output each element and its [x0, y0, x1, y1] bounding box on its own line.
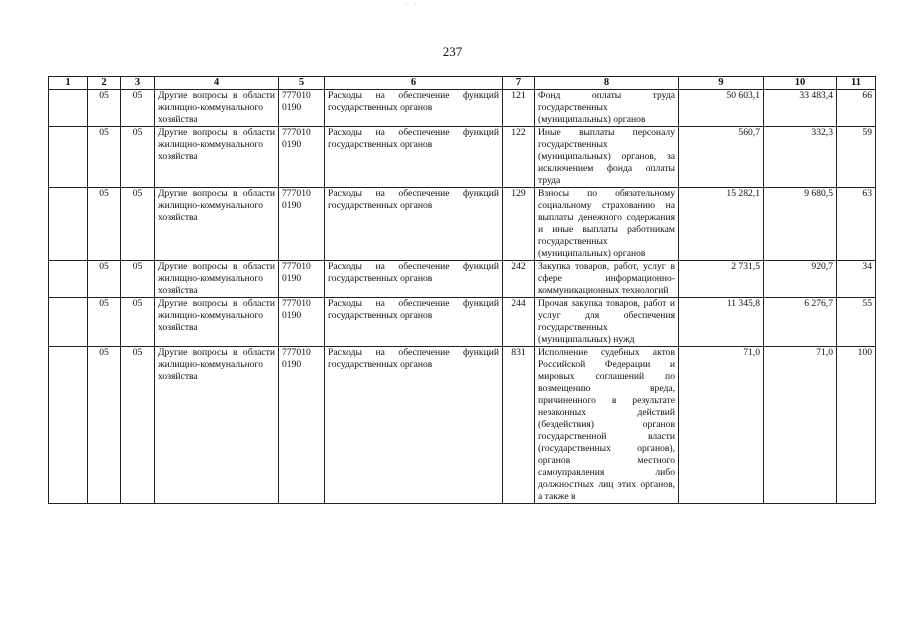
header-cell-9: 9	[679, 77, 764, 90]
cell-target-code: 777010 0190	[279, 298, 325, 347]
header-cell-5: 5	[279, 77, 325, 90]
cell-expense-type: 129	[503, 188, 535, 261]
cell-section: 05	[88, 298, 121, 347]
cell-section-name: Другие вопросы в области жилищно-коммунального хозяйства	[155, 261, 279, 298]
cell-percent: 63	[837, 188, 876, 261]
cell-section-name: Другие вопросы в области жилищно-коммунального хозяйства	[155, 347, 279, 504]
cell-section: 05	[88, 347, 121, 504]
header-row	[49, 77, 876, 90]
header-cell-4: 4	[155, 77, 279, 90]
cell-expense-name: Закупка товаров, работ, услуг в сфере информационно-коммуникационных технологий	[535, 261, 679, 298]
cell-expense-name: Исполнение судебных актов Российской Федерации и мировых соглашений по возмещению вреда, причиненного в результате незаконных действий (бездействия) органов государственной власти (государственных органов), органов местного самоуправления либо должностных лиц этих органов, а также в	[535, 347, 679, 504]
cell-section: 05	[88, 127, 121, 188]
cell-col1	[49, 188, 88, 261]
cell-plan: 560,7	[679, 127, 764, 188]
cell-target-name: Расходы на обеспечение функций государственных органов	[325, 188, 503, 261]
page-number: 237	[442, 44, 463, 59]
cell-col1	[49, 90, 88, 127]
table-row	[49, 188, 876, 261]
budget-table	[48, 76, 876, 504]
header-cell-6: 6	[325, 77, 503, 90]
cell-actual: 9 680,5	[764, 188, 837, 261]
cell-subsection: 05	[121, 261, 155, 298]
cell-expense-type: 244	[503, 298, 535, 347]
table-row	[49, 347, 876, 504]
table-row	[49, 90, 876, 127]
cell-plan: 11 345,8	[679, 298, 764, 347]
header-cell-10: 10	[764, 77, 837, 90]
cell-target-code: 777010 0190	[279, 261, 325, 298]
header-cell-11: 11	[837, 77, 876, 90]
cell-percent: 59	[837, 127, 876, 188]
cell-subsection: 05	[121, 347, 155, 504]
table-row	[49, 261, 876, 298]
header-cell-1: 1	[49, 77, 88, 90]
cell-expense-type: 122	[503, 127, 535, 188]
header-cell-8: 8	[535, 77, 679, 90]
header-cell-7: 7	[503, 77, 535, 90]
cell-target-name: Расходы на обеспечение функций государственных органов	[325, 347, 503, 504]
cell-plan: 71,0	[679, 347, 764, 504]
cell-target-name: Расходы на обеспечение функций государственных органов	[325, 127, 503, 188]
cell-expense-name: Взносы по обязательному социальному страхованию на выплаты денежного содержания и иные выплаты работникам государственных (муниципальных) органов	[535, 188, 679, 261]
cell-col1	[49, 347, 88, 504]
cell-subsection: 05	[121, 298, 155, 347]
cell-actual: 332,3	[764, 127, 837, 188]
cell-target-code: 777010 0190	[279, 188, 325, 261]
cell-actual: 71,0	[764, 347, 837, 504]
cell-section-name: Другие вопросы в области жилищно-коммунального хозяйства	[155, 298, 279, 347]
cell-target-name: Расходы на обеспечение функций государственных органов	[325, 298, 503, 347]
cell-target-code: 777010 0190	[279, 347, 325, 504]
cell-subsection: 05	[121, 90, 155, 127]
cell-section-name: Другие вопросы в области жилищно-коммунального хозяйства	[155, 127, 279, 188]
cell-expense-type: 242	[503, 261, 535, 298]
header-cell-2: 2	[88, 77, 121, 90]
cell-percent: 55	[837, 298, 876, 347]
cell-expense-name: Прочая закупка товаров, работ и услуг для обеспечения государственных (муниципальных) нужд	[535, 298, 679, 347]
cell-section: 05	[88, 261, 121, 298]
cell-actual: 920,7	[764, 261, 837, 298]
cell-actual: 6 276,7	[764, 298, 837, 347]
table-row	[49, 298, 876, 347]
cell-target-name: Расходы на обеспечение функций государственных органов	[325, 261, 503, 298]
cell-expense-type: 121	[503, 90, 535, 127]
cell-section-name: Другие вопросы в области жилищно-коммунального хозяйства	[155, 90, 279, 127]
cell-section-name: Другие вопросы в области жилищно-коммунального хозяйства	[155, 188, 279, 261]
cell-subsection: 05	[121, 127, 155, 188]
cell-section: 05	[88, 188, 121, 261]
cell-section: 05	[88, 90, 121, 127]
cell-percent: 34	[837, 261, 876, 298]
scan-mark: · ·	[405, 0, 419, 9]
cell-expense-name: Иные выплаты персоналу государственных (муниципальных) органов, за исключением фонда оплаты труда	[535, 127, 679, 188]
cell-col1	[49, 127, 88, 188]
cell-col1	[49, 261, 88, 298]
cell-plan: 2 731,5	[679, 261, 764, 298]
cell-percent: 100	[837, 347, 876, 504]
cell-target-name: Расходы на обеспечение функций государственных органов	[325, 90, 503, 127]
cell-target-code: 777010 0190	[279, 90, 325, 127]
cell-col1	[49, 298, 88, 347]
cell-plan: 50 603,1	[679, 90, 764, 127]
cell-percent: 66	[837, 90, 876, 127]
cell-plan: 15 282,1	[679, 188, 764, 261]
cell-expense-name: Фонд оплаты труда государственных (муниципальных) органов	[535, 90, 679, 127]
cell-target-code: 777010 0190	[279, 127, 325, 188]
cell-subsection: 05	[121, 188, 155, 261]
cell-expense-type: 831	[503, 347, 535, 504]
table-row	[49, 127, 876, 188]
header-cell-3: 3	[121, 77, 155, 90]
cell-actual: 33 483,4	[764, 90, 837, 127]
